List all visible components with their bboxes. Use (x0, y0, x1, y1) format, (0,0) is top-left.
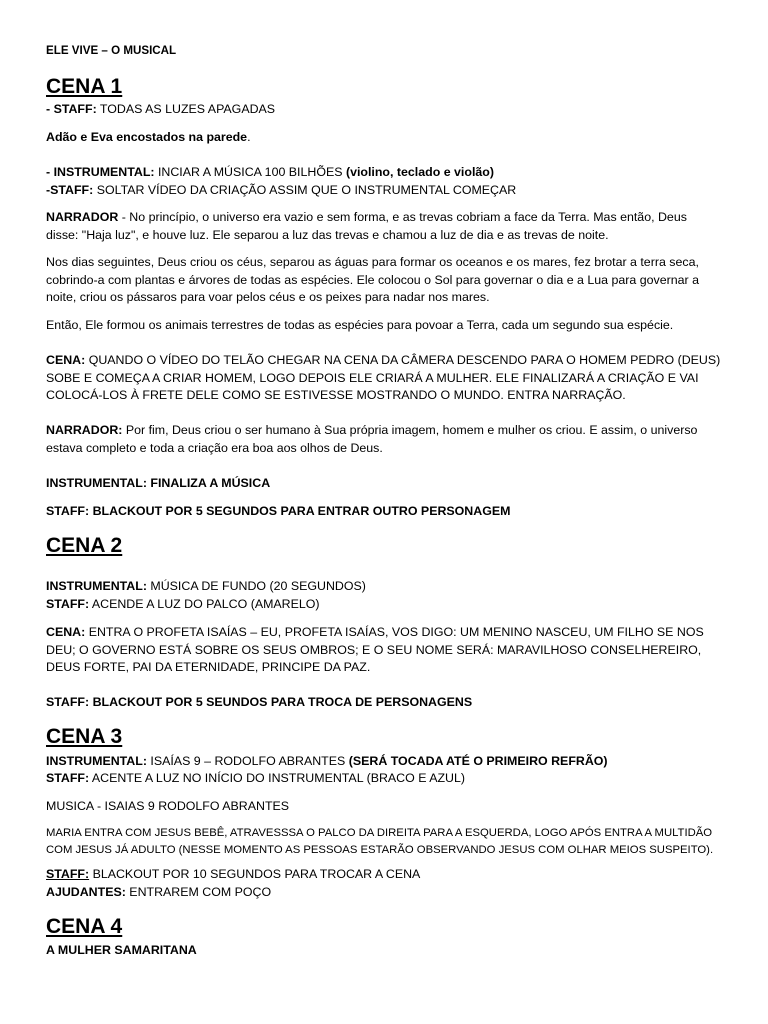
scene-1-adam-eve (46, 129, 722, 147)
scene-3-staff-line (46, 770, 722, 788)
scene-1-narrator (46, 209, 722, 244)
scene-1-narrator-2 (46, 422, 722, 457)
instrumental-text: MÚSICA DE FUNDO (20 SEGUNDOS) (146, 579, 366, 593)
scene-3-maria-paragraph: MARIA ENTRA COM JESUS BEBÊ, ATRAVESSSA O PALCO DA DIREITA PARA A ESQUERDA, LOGO APÓS ENTRA A MULTIDÃO COM JESUS JÁ ADULTO (NESSE MOMENTO AS PESSOAS ESTARÃO OBSERVANDO JESUS COM OLHAR MEIOS SUSPEITO). (46, 827, 714, 856)
instrumental-bold: (violino, teclado e violão) (345, 165, 494, 179)
staff-label: STAFF: (46, 771, 90, 785)
scene-1-instrumental-end: INSTRUMENTAL: FINALIZA A MÚSICA (46, 476, 271, 490)
instrumental-text: ISAÍAS 9 – RODOLFO ABRANTES (146, 754, 349, 768)
staff2-text: SOLTAR VÍDEO DA CRIAÇÃO ASSIM QUE O INSTRUMENTAL COMEÇAR (93, 183, 517, 197)
adam-eve-end: . (247, 130, 251, 144)
scene-2-cena (46, 624, 722, 677)
narrator2-text: Por fim, Deus criou o ser humano à Sua própria imagem, homem e mulher os criou. E assim, o universo estava completo e toda a criação era boa aos olhos de Deus. (46, 423, 698, 455)
scene-3-musica: MUSICA - ISAIAS 9 RODOLFO ABRANTES (46, 799, 290, 813)
scene-2-staff-blackout: STAFF: BLACKOUT POR 5 SEUNDOS PARA TROCA DE PERSONAGENS (46, 695, 473, 709)
cena-text: ENTRA O PROFETA ISAÍAS – EU, PROFETA ISAÍAS, VOS DIGO: UM MENINO NASCEU, UM FILHO SE NOS DEU; O GOVERNO ESTÁ SOBRE OS SEUS OMBROS; E O SEU NOME SERÁ: MARAVILHOSO CONSELHEREIRO, DEUS FORTE, PAI DA ETERNIDADE, PRINCIPE DA PAZ. (46, 625, 704, 675)
scene-4-heading: CENA 4 (46, 915, 123, 938)
instrumental-label: INSTRUMENTAL: (46, 754, 147, 768)
scene-3-staff2-line (46, 866, 722, 884)
scene-2-heading: CENA 2 (46, 534, 123, 557)
staff-label: - STAFF: (46, 102, 97, 116)
scene-1-paragraph-3: Então, Ele formou os animais terrestres de todas as espécies para povoar a Terra, cada um segundo sua espécie. (46, 318, 674, 332)
staff2-text: BLACKOUT POR 10 SEGUNDOS PARA TROCAR A CENA (89, 867, 421, 881)
narrator-label: NARRADOR (46, 210, 119, 224)
cena-label: CENA: (46, 353, 86, 367)
scene-1-staff2-line (46, 182, 722, 200)
staff2-label: -STAFF: (46, 183, 94, 197)
instrumental-label: - INSTRUMENTAL: (46, 165, 155, 179)
scene-2-instrumental-line (46, 578, 722, 596)
scene-1-paragraph-2: Nos dias seguintes, Deus criou os céus, separou as águas para formar os oceanos e os mares, fez brotar a terra seca, cobrindo-a com plantas e árvores de todas as espécies. Ele colocou o Sol para governar o dia e a Lua para governar a noite, criou os pássaros para voar pelos céus e os peixes para nadar nos mares. (46, 255, 699, 305)
ajudantes-label: AJUDANTES: (46, 885, 126, 899)
scene-1-instrumental-line (46, 164, 722, 182)
scene-1-heading: CENA 1 (46, 75, 123, 98)
staff-label: STAFF: (46, 597, 90, 611)
cena-label: CENA: (46, 625, 86, 639)
cena-text: QUANDO O VÍDEO DO TELÃO CHEGAR NA CENA DA CÂMERA DESCENDO PARA O HOMEM PEDRO (DEUS) SOBE E COMEÇA A CRIAR HOMEM, LOGO DEPOIS ELE CRIARÁ A MULHER. ELE FINALIZARÁ A CRIAÇÃO E VAI COLOCÁ-LOS À FRETE DELE COMO SE ESTIVESSE MOSTRANDO O MUNDO. ENTRA NARRAÇÃO. (46, 353, 721, 403)
staff-text: ACENTE A LUZ NO INÍCIO DO INSTRUMENTAL (BRACO E AZUL) (89, 771, 466, 785)
adam-eve-text: Adão e Eva encostados na parede (46, 130, 248, 144)
scene-4-subtitle: A MULHER SAMARITANA (46, 943, 197, 957)
narrator2-label: NARRADOR: (46, 423, 123, 437)
scene-2-staff-line (46, 596, 722, 614)
scene-1-staff-blackout: STAFF: BLACKOUT POR 5 SEGUNDOS PARA ENTRAR OUTRO PERSONAGEM (46, 504, 511, 518)
instrumental-label: INSTRUMENTAL: (46, 579, 147, 593)
instrumental-bold: (SERÁ TOCADA ATÉ O PRIMEIRO REFRÃO) (348, 754, 608, 768)
staff2-label: STAFF: (46, 867, 90, 881)
scene-1-cena (46, 352, 722, 405)
scene-3-heading: CENA 3 (46, 725, 123, 748)
scene-3-instrumental-line (46, 753, 722, 771)
narrator-text: - No princípio, o universo era vazio e sem forma, e as trevas cobriam a face da Terra. Mas então, Deus disse: "Haja luz", e houve luz. Ele separou a luz das trevas e chamou a luz de dia e as trevas de noite. (46, 210, 687, 242)
document-title: ELE VIVE – O MUSICAL (46, 44, 177, 57)
ajudantes-text: ENTRAREM COM POÇO (125, 885, 272, 899)
staff-text: ACENDE A LUZ DO PALCO (AMARELO) (89, 597, 320, 611)
scene-3-ajudantes-line (46, 884, 722, 902)
staff-text: TODAS AS LUZES APAGADAS (96, 102, 276, 116)
instrumental-text: INCIAR A MÚSICA 100 BILHÕES (154, 165, 346, 179)
scene-1-staff-line (46, 101, 722, 119)
